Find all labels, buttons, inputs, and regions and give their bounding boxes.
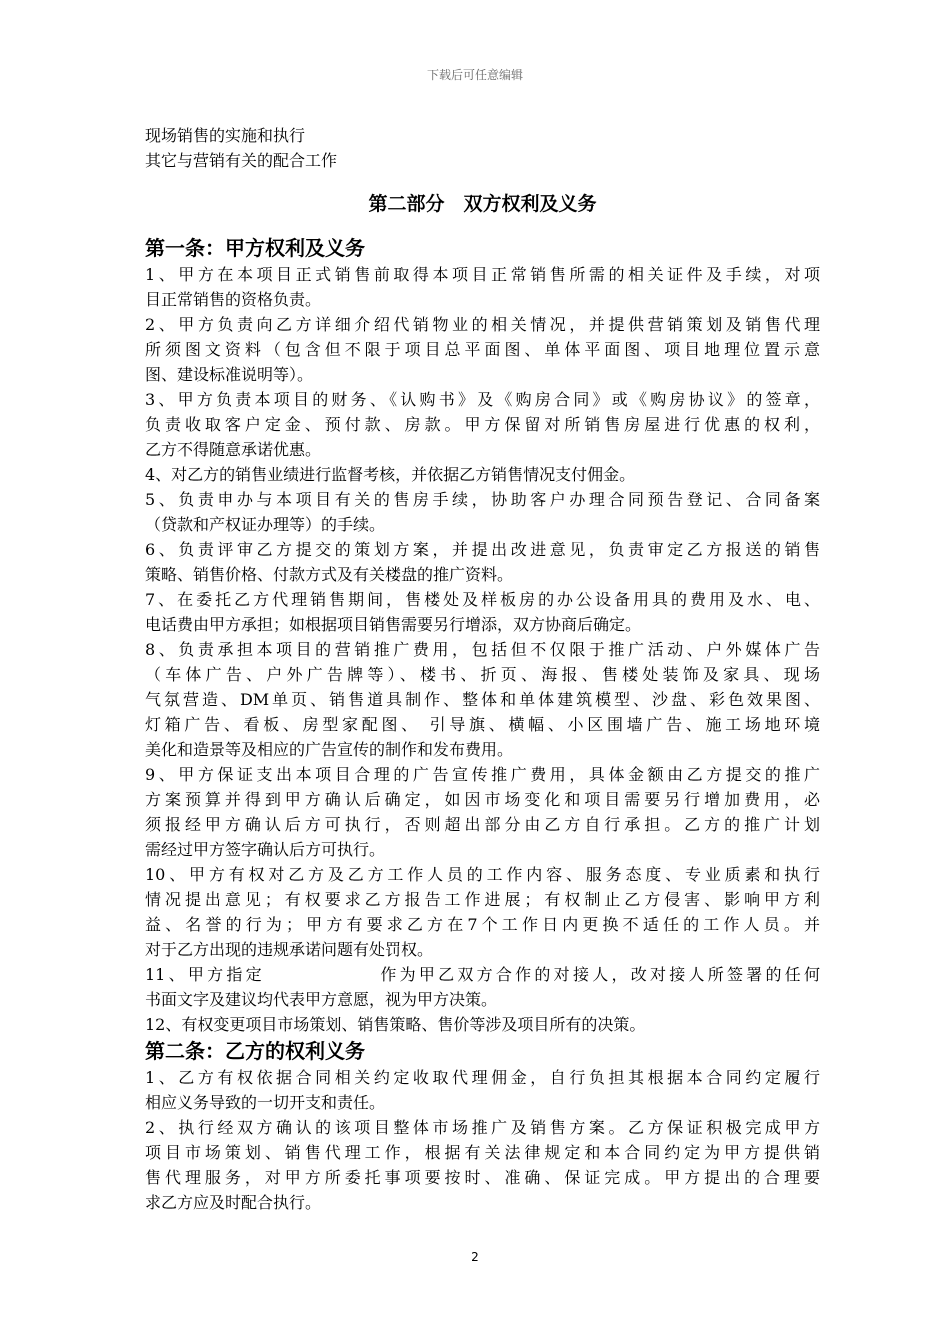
- paragraph-line: 12、有权变更项目市场策划、销售策略、售价等涉及项目所有的决策。: [145, 1015, 646, 1034]
- paragraph-line: 需经过甲方签字确认后方可执行。: [145, 840, 386, 859]
- part-title: 第二部分 双方权利及义务: [368, 193, 597, 215]
- paragraph-line: 2、执行经双方确认的该项目整体市场推广及销售方案。乙方保证积极完成甲方: [145, 1118, 820, 1137]
- paragraph-line: 10、甲方有权对乙方及乙方工作人员的工作内容、服务态度、专业质素和执行: [145, 865, 820, 884]
- paragraph-line: 售代理服务，对甲方所委托事项要按时、准确、保证完成。甲方提出的合理要: [145, 1168, 820, 1187]
- paragraph-line: 情况提出意见；有权要求乙方报告工作进展；有权制止乙方侵害、影响甲方利: [145, 890, 820, 909]
- paragraph-line: （贷款和产权证办理等）的手续。: [145, 515, 386, 534]
- intro-section: [145, 123, 820, 173]
- paragraph-line: 方案预算并得到甲方确认后确定，如因市场变化和项目需要另行增加费用，必: [145, 790, 820, 809]
- paragraph-line: 2、甲方负责向乙方详细介绍代销物业的相关情况，并提供营销策划及销售代理: [145, 315, 820, 334]
- paragraph-line: 求乙方应及时配合执行。: [145, 1193, 322, 1212]
- paragraph-line: 美化和造景等及相应的广告宣传的制作和发布费用。: [145, 740, 514, 759]
- paragraph-line: 所须图文资料（包含但不限于项目总平面图、单体平面图、项目地理位置示意: [145, 340, 820, 359]
- paragraph-line: 乙方不得随意承诺优惠。: [145, 440, 322, 459]
- paragraph-line: 1、甲方在本项目正式销售前取得本项目正常销售所需的相关证件及手续，对项: [145, 265, 820, 284]
- paragraph-line: 须报经甲方确认后方可执行，否则超出部分由乙方自行承担。乙方的推广计划: [145, 815, 820, 834]
- document-body: [145, 123, 820, 1215]
- paragraph-line: 目正常销售的资格负责。: [145, 290, 322, 309]
- paragraph-line: 灯箱广告、看板、房型家配图、 引导旗、横幅、小区围墙广告、施工场地环境: [145, 715, 820, 734]
- paragraph-line: 1、乙方有权依据合同相关约定收取代理佣金，自行负担其根据本合同约定履行: [145, 1068, 820, 1087]
- paragraph-line: 图、建设标准说明等）。: [145, 365, 314, 384]
- paragraph-line: 书面文字及建议均代表甲方意愿，视为甲方决策。: [145, 990, 498, 1009]
- paragraph-line: 益、名誉的行为；甲方有要求乙方在7个工作日内更换不适任的工作人员。并: [145, 915, 820, 934]
- article-1-body: [145, 262, 820, 1037]
- paragraph-line: 项目市场策划、销售代理工作，根据有关法律规定和本合同约定为甲方提供销: [145, 1143, 820, 1162]
- paragraph-line: 策略、销售价格、付款方式及有关楼盘的推广资料。: [145, 565, 514, 584]
- paragraph-line: 8、负责承担本项目的营销推广费用，包括但不仅限于推广活动、户外媒体广告: [145, 640, 820, 659]
- article-2-body: [145, 1065, 820, 1215]
- intro-line: 其它与营销有关的配合工作: [145, 151, 338, 170]
- paragraph-line: 对于乙方出现的违规承诺问题有处罚权。: [145, 940, 434, 959]
- paragraph-line: 7、在委托乙方代理销售期间，售楼处及样板房的办公设备用具的费用及水、电、: [145, 590, 820, 609]
- article-1-title: 第一条：甲方权利及义务: [145, 236, 365, 260]
- paragraph-line: 4、对乙方的销售业绩进行监督考核，并依据乙方销售情况支付佣金。: [145, 465, 636, 484]
- paragraph-line: （车体广告、户外广告牌等）、楼书、折页、海报、售楼处装饰及家具、现场: [145, 665, 820, 684]
- paragraph-line: 9、甲方保证支出本项目合理的广告宣传推广费用，具体金额由乙方提交的推广: [145, 765, 820, 784]
- page-number: 2: [471, 1250, 479, 1264]
- paragraph-line: 5、负责申办与本项目有关的售房手续，协助客户办理合同预告登记、合同备案: [145, 490, 820, 509]
- paragraph-line: 气氛营造、DM单页、销售道具制作、整体和单体建筑模型、沙盘、彩色效果图、: [145, 690, 820, 709]
- paragraph-line: 3、甲方负责本项目的财务、《认购书》及《购房合同》或《购房协议》的签章，: [145, 390, 820, 409]
- article-2-title: 第二条：乙方的权利义务: [145, 1039, 365, 1063]
- intro-line: 现场销售的实施和执行: [145, 126, 306, 145]
- paragraph-line: 电话费由甲方承担；如根据项目销售需要另行增添，双方协商后确定。: [145, 615, 642, 634]
- paragraph-line: 6、负责评审乙方提交的策划方案，并提出改进意见，负责审定乙方报送的销售: [145, 540, 820, 559]
- paragraph-line: 负责收取客户定金、预付款、房款。甲方保留对所销售房屋进行优惠的权利，: [145, 415, 820, 434]
- page-header: 下载后可任意编辑: [426, 68, 523, 82]
- paragraph-line: 11、甲方指定 作为甲乙双方合作的对接人，改对接人所签署的任何: [145, 965, 820, 984]
- paragraph-line: 相应义务导致的一切开支和责任。: [145, 1093, 386, 1112]
